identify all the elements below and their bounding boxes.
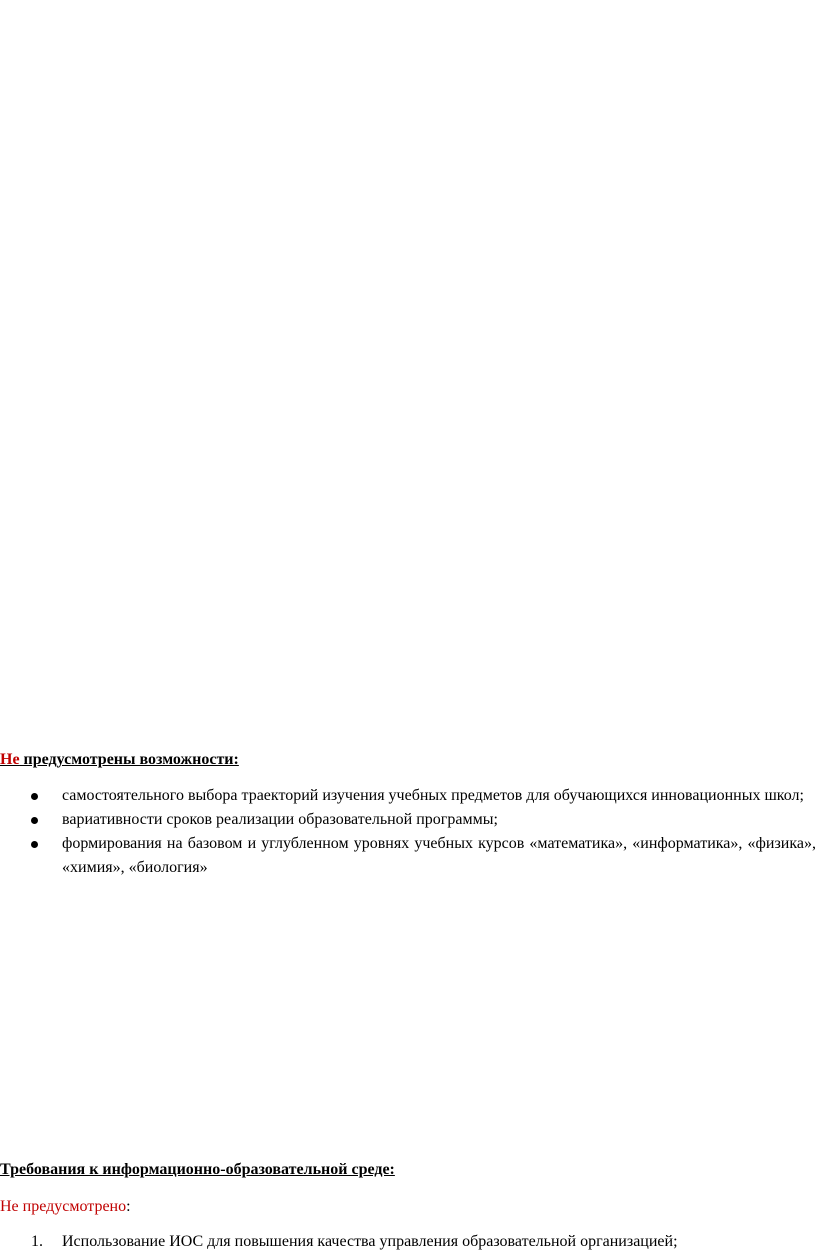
list-item-text: самостоятельного выбора траекторий изучения учебных предметов для обучающихся инновационных школ;: [62, 787, 804, 804]
bullet-icon: [31, 793, 38, 800]
list-item-text: вариативности сроков реализации образовательной программы;: [62, 811, 498, 828]
heading-text: предусмотрены возможности:: [19, 751, 239, 768]
list-item: [0, 1231, 816, 1253]
bullet-icon: [31, 817, 38, 824]
list-item-text: формирования на базовом и углубленном уровнях учебных курсов «математика», «информатика», «физика», «химия», «биология»: [62, 835, 816, 876]
list-item-text: Использование ИОС для повышения качества управления образовательной организацией;: [62, 1233, 678, 1250]
status-not-provided: Не предусмотрено: [0, 1198, 127, 1215]
list-item: [0, 832, 816, 880]
list-item-number: 1.: [31, 1233, 43, 1250]
section-heading-ios-requirements: Требования к информационно-образовательной среде:: [0, 1161, 395, 1178]
possibilities-list: [0, 784, 816, 880]
requirements-list: [0, 1231, 816, 1253]
status-line: [0, 1197, 131, 1217]
section-heading-possibilities: [0, 750, 239, 770]
bullet-icon: [31, 841, 38, 848]
list-item: [0, 808, 816, 832]
list-item: [0, 784, 816, 808]
status-colon: :: [126, 1198, 131, 1215]
heading-negation: Не: [0, 751, 20, 768]
